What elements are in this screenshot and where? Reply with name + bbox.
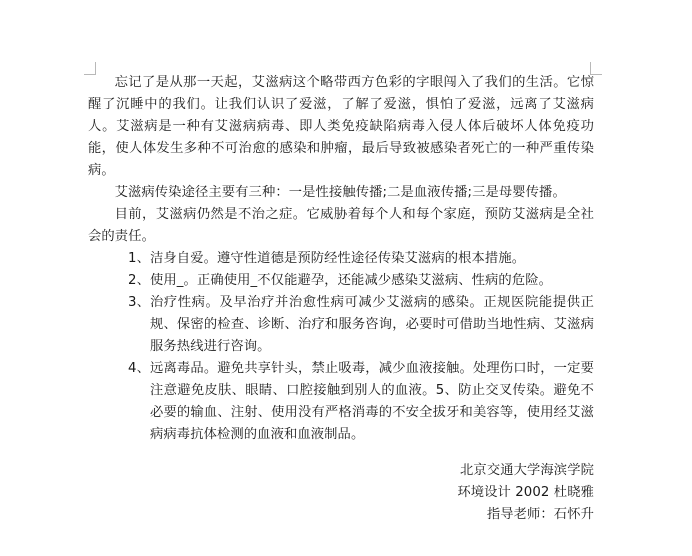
- list-item-text: 远离毒品。避免共享针头，禁止吸毒，减少血液接触。处理伤口时，一定要注意避免皮肤、眼睛、口腔接触到别人的血液。5、防止交叉传染。避免不必要的输血、注射、使用没有严格消毒的不安全拔牙和美容等，使用经艾滋病病毒抗体检测的血液和血液制品。: [150, 361, 594, 442]
- list-item-number: 2、: [128, 273, 150, 288]
- paragraph-intro: 忘记了是从那一天起，艾滋病这个略带西方色彩的字眼闯入了我们的生活。它惊醒了沉睡中的我们。让我们认识了爱滋，了解了爱滋，惧怕了爱滋，远离了艾滋病人。艾滋病是一种有艾滋病病毒、即人类免疫缺陷病毒入侵人体后破坏人体免疫功能，使人体发生多种不可治愈的感染和肿瘤，最后导致被感染者死亡的一种严重传染病。: [88, 75, 594, 178]
- paragraph-transmission: 艾滋病传染途径主要有三种：一是性接触传播;二是血液传播;三是母婴传播。: [114, 185, 566, 200]
- list-item-number: 1、: [128, 251, 150, 266]
- signature-advisor: 指导老师：石怀升: [486, 507, 594, 522]
- paragraph-responsibility: 目前，艾滋病仍然是不治之症。它威胁着每个人和每个家庭，预防艾滋病是全社会的责任。: [88, 207, 594, 244]
- document-body: [88, 72, 594, 526]
- list-item-text: 洁身自爱。遵守性道德是预防经性途径传染艾滋病的根本措施。: [150, 251, 526, 266]
- signature-block: [88, 460, 594, 526]
- list-item-text: 使用_。正确使用_不仅能避孕，还能减少感染艾滋病、性病的危险。: [150, 273, 553, 288]
- list-item-text: 治疗性病。及早治疗并治愈性病可减少艾滋病的感染。正规医院能提供正规、保密的检查、诊断、治疗和服务咨询，必要时可借助当地性病、艾滋病服务热线进行咨询。: [150, 295, 594, 354]
- list-item-number: 4、: [128, 361, 150, 376]
- signature-school: 北京交通大学海滨学院: [460, 463, 594, 478]
- list-item: [88, 292, 594, 358]
- list-item: [88, 358, 594, 446]
- signature-author: 环境设计 2002 杜晓雅: [457, 485, 594, 500]
- list-item-number: 3、: [128, 295, 150, 310]
- prevention-list: [88, 248, 594, 446]
- list-item: [88, 270, 594, 292]
- list-item: [88, 248, 594, 270]
